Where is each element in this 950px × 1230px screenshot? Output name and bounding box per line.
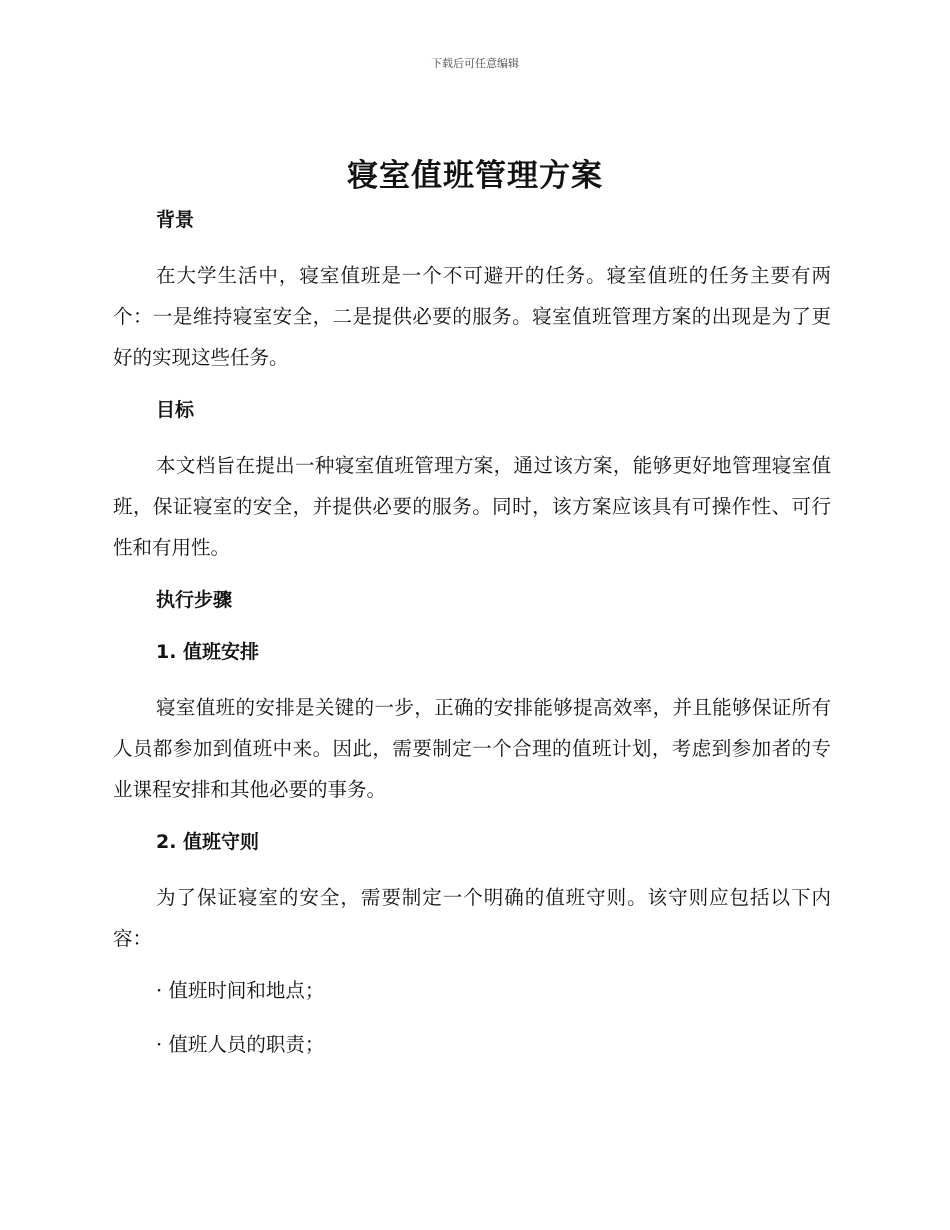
list-item: · 值班人员的职责； xyxy=(156,1033,325,1056)
paragraph-duty-arrangement: 寝室值班的安排是关键的一步，正确的安排能够提高效率，并且能够保证所有人员都参加到值班中来。因此，需要制定一个合理的值班计划，考虑到参加者的专业课程安排和其他必要的事务。 xyxy=(113,696,831,801)
header-note: 下载后可任意编辑 xyxy=(431,57,519,70)
paragraph-background: 在大学生活中，寝室值班是一个不可避开的任务。寝室值班的任务主要有两个：一是维持寝室安全，二是提供必要的服务。寝室值班管理方案的出现是为了更好的实现这些任务。 xyxy=(113,264,831,369)
paragraph-goal: 本文档旨在提出一种寝室值班管理方案，通过该方案，能够更好地管理寝室值班，保证寝室的安全，并提供必要的服务。同时，该方案应该具有可操作性、可行性和有用性。 xyxy=(113,454,831,559)
document-body xyxy=(113,203,831,1082)
paragraph-duty-rules: 为了保证寝室的安全，需要制定一个明确的值班守则。该守则应包括以下内容： xyxy=(113,886,831,950)
document-title: 寝室值班管理方案 xyxy=(347,158,603,194)
section-heading-steps: 执行步骤 xyxy=(156,589,233,611)
subheading-duty-rules: 2. 值班守则 xyxy=(156,831,260,853)
list-item: · 值班时间和地点； xyxy=(156,979,325,1002)
subheading-duty-arrangement: 1. 值班安排 xyxy=(156,641,260,663)
section-heading-goal: 目标 xyxy=(156,399,195,421)
section-heading-background: 背景 xyxy=(156,209,195,231)
